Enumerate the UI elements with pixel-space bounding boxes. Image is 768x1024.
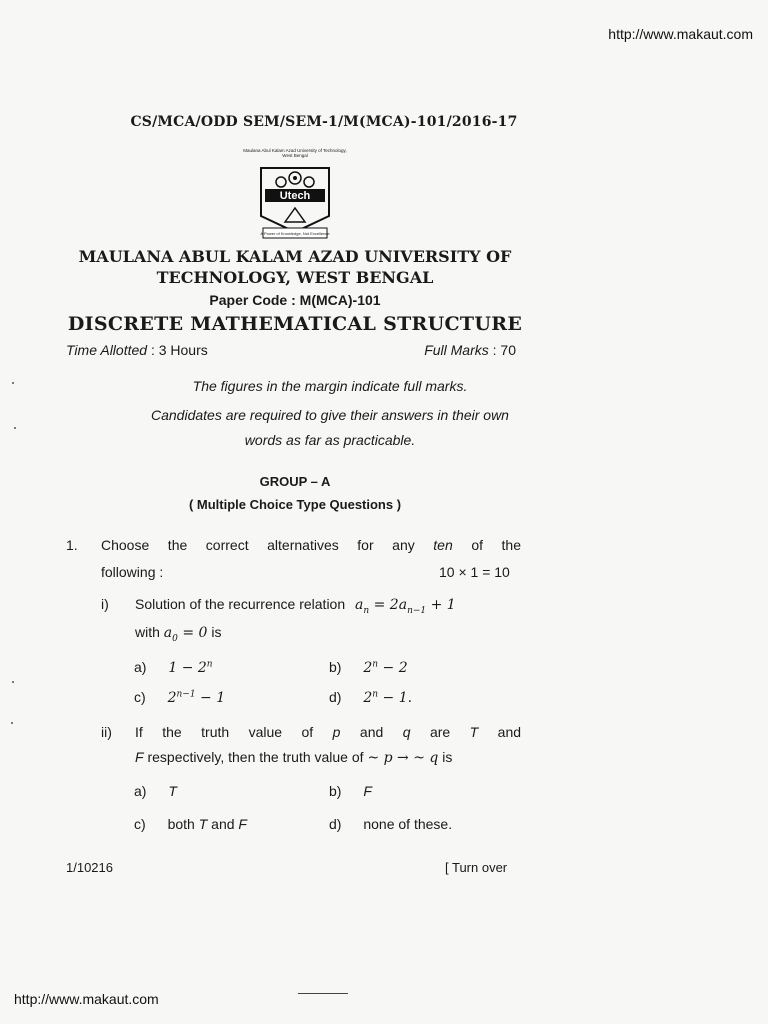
- scan-speck: [11, 722, 13, 724]
- subq-ii-option-a[interactable]: [134, 783, 177, 799]
- page-code: 1/10216: [66, 860, 113, 875]
- option-label: a): [134, 659, 147, 675]
- subq-ii-are: are: [429, 724, 451, 740]
- subq-ii-and: and: [359, 724, 384, 740]
- subq-ii-and2: and: [497, 724, 522, 740]
- subq-i-option-a[interactable]: [134, 659, 213, 676]
- option-a-value: $1 - 2^n$: [168, 659, 213, 676]
- exam-code: CS/MCA/ODD SEM/SEM-1/M(MCA)-101/2016-17: [130, 114, 518, 130]
- option-label: b): [329, 783, 342, 799]
- marks-value: : 70: [492, 342, 516, 358]
- scan-line: [298, 993, 348, 994]
- subq-i-option-c[interactable]: [134, 689, 225, 706]
- subq-ii-text-a: If the truth value of: [135, 724, 314, 740]
- scan-speck: [12, 382, 14, 384]
- option-a-value: T: [168, 783, 177, 799]
- option-label: b): [329, 659, 342, 675]
- option-label: a): [134, 783, 147, 799]
- option-c-and: and: [211, 816, 235, 832]
- marks-label: Full Marks: [424, 342, 489, 358]
- implication-formula: ~ p → ~ q: [367, 750, 439, 766]
- source-url-bottom[interactable]: http://www.makaut.com: [14, 991, 159, 1007]
- university-name: [0, 246, 590, 288]
- option-c-value: $2^{n-1} - 1$: [167, 689, 226, 706]
- full-marks: [424, 342, 516, 358]
- subq-ii-text-b: respectively, then the truth value of: [147, 749, 364, 765]
- university-name-line1: MAULANA ABUL KALAM AZAD UNIVERSITY OF: [78, 247, 512, 266]
- subq-ii-option-d[interactable]: [329, 816, 452, 832]
- subq-i-with: with: [135, 624, 160, 640]
- question-text-em: ten: [433, 537, 453, 553]
- option-d-value: $2^n - 1$.: [363, 689, 413, 706]
- subq-i-is: is: [211, 624, 222, 640]
- paper-code: Paper Code : M(MCA)-101: [209, 292, 381, 308]
- instruction-line2: Candidates are required to give their answers in their own: [151, 407, 509, 423]
- option-c-F: F: [238, 816, 247, 832]
- question-text-line2: following :: [101, 564, 164, 580]
- subq-ii-line1: [135, 724, 521, 740]
- turn-over: [ Turn over: [445, 860, 508, 875]
- option-label: d): [329, 816, 342, 832]
- recurrence-formula: $a_n = 2a_{n-1} + 1$: [355, 597, 456, 616]
- subq-i-option-b[interactable]: [329, 659, 408, 676]
- subq-i-option-d[interactable]: [329, 689, 412, 706]
- var-q: q: [402, 724, 411, 740]
- value-F: F: [135, 749, 144, 765]
- logo-caption-top: Maulana Abul Kalam Azad University of Technology, West Bengal: [243, 148, 347, 158]
- subq-ii-number: ii): [101, 724, 112, 740]
- subq-i-text-main: Solution of the recurrence relation: [135, 596, 346, 612]
- subq-i-number: i): [101, 596, 109, 612]
- university-name-line2: TECHNOLOGY, WEST BENGAL: [156, 268, 434, 287]
- subq-ii-line2: [135, 749, 452, 766]
- option-c-T: T: [198, 816, 208, 832]
- university-logo: [243, 146, 347, 246]
- option-label: d): [329, 689, 342, 705]
- question-text-b: of the: [471, 537, 521, 553]
- scan-speck: [14, 427, 16, 429]
- option-label: c): [134, 689, 146, 705]
- subject-title: DISCRETE MATHEMATICAL STRUCTURE: [67, 313, 523, 335]
- question-text: [101, 537, 521, 553]
- option-b-value: $2^n - 2$: [363, 659, 408, 676]
- question-number: 1.: [66, 537, 78, 553]
- var-p: p: [332, 724, 341, 740]
- time-value: : 3 Hours: [150, 342, 208, 358]
- option-b-value: F: [363, 783, 372, 799]
- initial-condition: $a_0 = 0$: [163, 625, 208, 644]
- time-label: Time Allotted: [66, 342, 148, 358]
- subq-ii-is: is: [442, 749, 453, 765]
- option-label: c): [134, 816, 146, 832]
- subq-ii-option-c[interactable]: [134, 816, 247, 832]
- instruction-line1: The figures in the margin indicate full marks.: [192, 378, 468, 394]
- subq-ii-option-b[interactable]: [329, 783, 372, 799]
- source-url-top[interactable]: http://www.makaut.com: [608, 26, 753, 42]
- time-allotted: [66, 342, 208, 358]
- instruction-line3: words as far as practicable.: [244, 432, 416, 448]
- group-subtitle: ( Multiple Choice Type Questions ): [188, 497, 402, 512]
- logo-caption-bottom: A Power of Knowledge, Not Excellence: [260, 231, 330, 236]
- logo-banner: Utech: [279, 190, 311, 202]
- option-d-value: none of these.: [363, 816, 453, 832]
- option-c-both: both: [167, 816, 195, 832]
- subq-i-text: [135, 596, 521, 616]
- scan-speck: [12, 681, 14, 683]
- value-T: T: [469, 724, 479, 740]
- option-c-value: [168, 816, 247, 832]
- group-title: GROUP – A: [259, 474, 331, 489]
- question-text-a: Choose the correct alternatives for any: [101, 537, 415, 553]
- question-marks: 10 × 1 = 10: [439, 564, 510, 580]
- subq-i-initial: [135, 624, 221, 644]
